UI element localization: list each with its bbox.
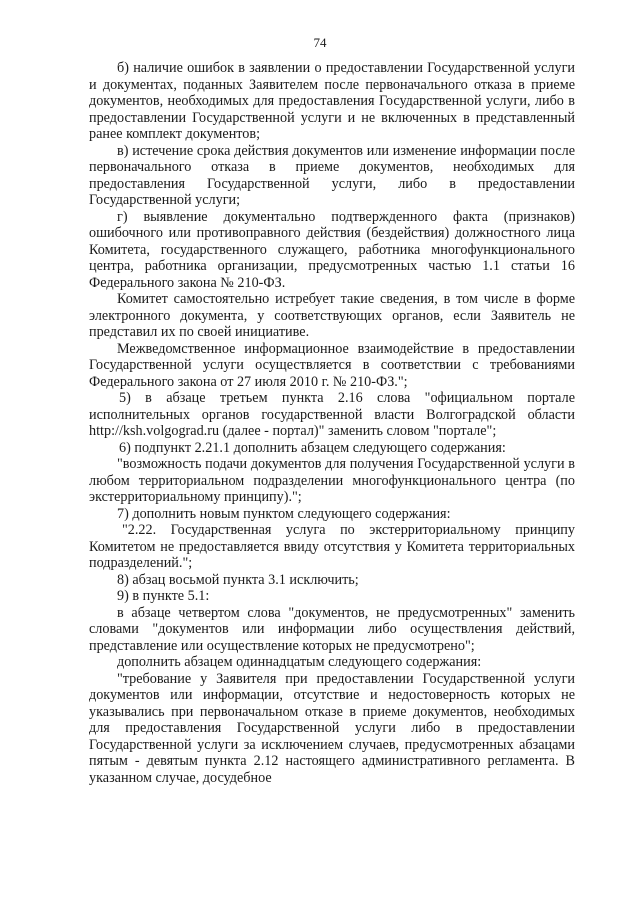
paragraph-quote-requirement: "требование у Заявителя при предоставлении Государственной услуги документов или информации, отсутствие и недостоверность которых не указывались при первоначальном отказе в приеме документов, необходимых для предоставления Государственной услуги либо в предоставлении Государственной услуги за исключением случаев, предусмотренных абзацами пятым - девятым пункта 2.12 настоящего административного регламента. В указанном случае, досудебное: [89, 670, 575, 786]
paragraph-add-eleventh: дополнить абзацем одиннадцатым следующего содержания:: [117, 654, 482, 670]
paragraph-item-8: 8) абзац восьмой пункта 3.1 исключить;: [117, 571, 359, 588]
paragraph-item-5: 5) в абзаце третьем пункта 2.16 слова "официальном портале исполнительных органов государственной власти Волгоградской области http://ksh.volgograd.ru (далее - портал)" заменить словом "портале";: [89, 390, 575, 439]
paragraph-item-9: 9) в пункте 5.1:: [117, 588, 210, 604]
paragraph-committee-requests: Комитет самостоятельно истребует такие сведения, в том числе в форме электронного документа, у соответствующих органов, если Заявитель не представил их по своей инициативе.: [89, 291, 575, 340]
page-number: 74: [313, 35, 327, 50]
document-body: [89, 60, 575, 786]
paragraph-item-7: 7) дополнить новым пунктом следующего содержания:: [117, 505, 451, 522]
paragraph-g-violation: г) выявление документально подтвержденного факта (признаков) ошибочного или противоправного действия (бездействия) должностного лица Комитета, государственного служащего, работника многофункционального центра, работника организации, предусмотренных частью 1.1 статьи 16 Федерального закона № 210-ФЗ.: [89, 208, 575, 291]
paragraph-b-errors: б) наличие ошибок в заявлении о предоставлении Государственной услуги и документах, поданных Заявителем после первоначального отказа в приеме документов, необходимых для предоставления Государственной услуги, либо в предоставлении Государственной услуги и не включенных в представленный ранее комплект документов;: [89, 60, 575, 142]
paragraph-interagency: Межведомственное информационное взаимодействие в предоставлении Государственной услуги осуществляется в соответствии с требованиями Федерального закона от 27 июля 2010 г. № 210-ФЗ.";: [89, 340, 575, 390]
paragraph-item-6: 6) подпункт 2.21.1 дополнить абзацем следующего содержания:: [119, 439, 506, 456]
paragraph-quote-2-22: "2.22. Государственная услуга по экстерриториальному принципу Комитетом не предоставляется ввиду отсутствия у Комитета территориальных подразделений.";: [89, 522, 575, 571]
paragraph-v-expiry: в) истечение срока действия документов или изменение информации после первоначального отказа в приеме документов, необходимых для предоставления Государственной услуги, либо в предоставлении Государственной услуги;: [89, 142, 575, 208]
paragraph-quote-extraterritorial: "возможность подачи документов для получения Государственной услуги в любом территориальном подразделении многофункционального центра (по экстерриториальному принципу).";: [89, 456, 575, 505]
paragraph-paragraph-four-change: в абзаце четвертом слова "документов, не предусмотренных" заменить словами "документов или информации либо осуществления действий, представление или осуществление которых не предусмотрено";: [89, 604, 575, 654]
